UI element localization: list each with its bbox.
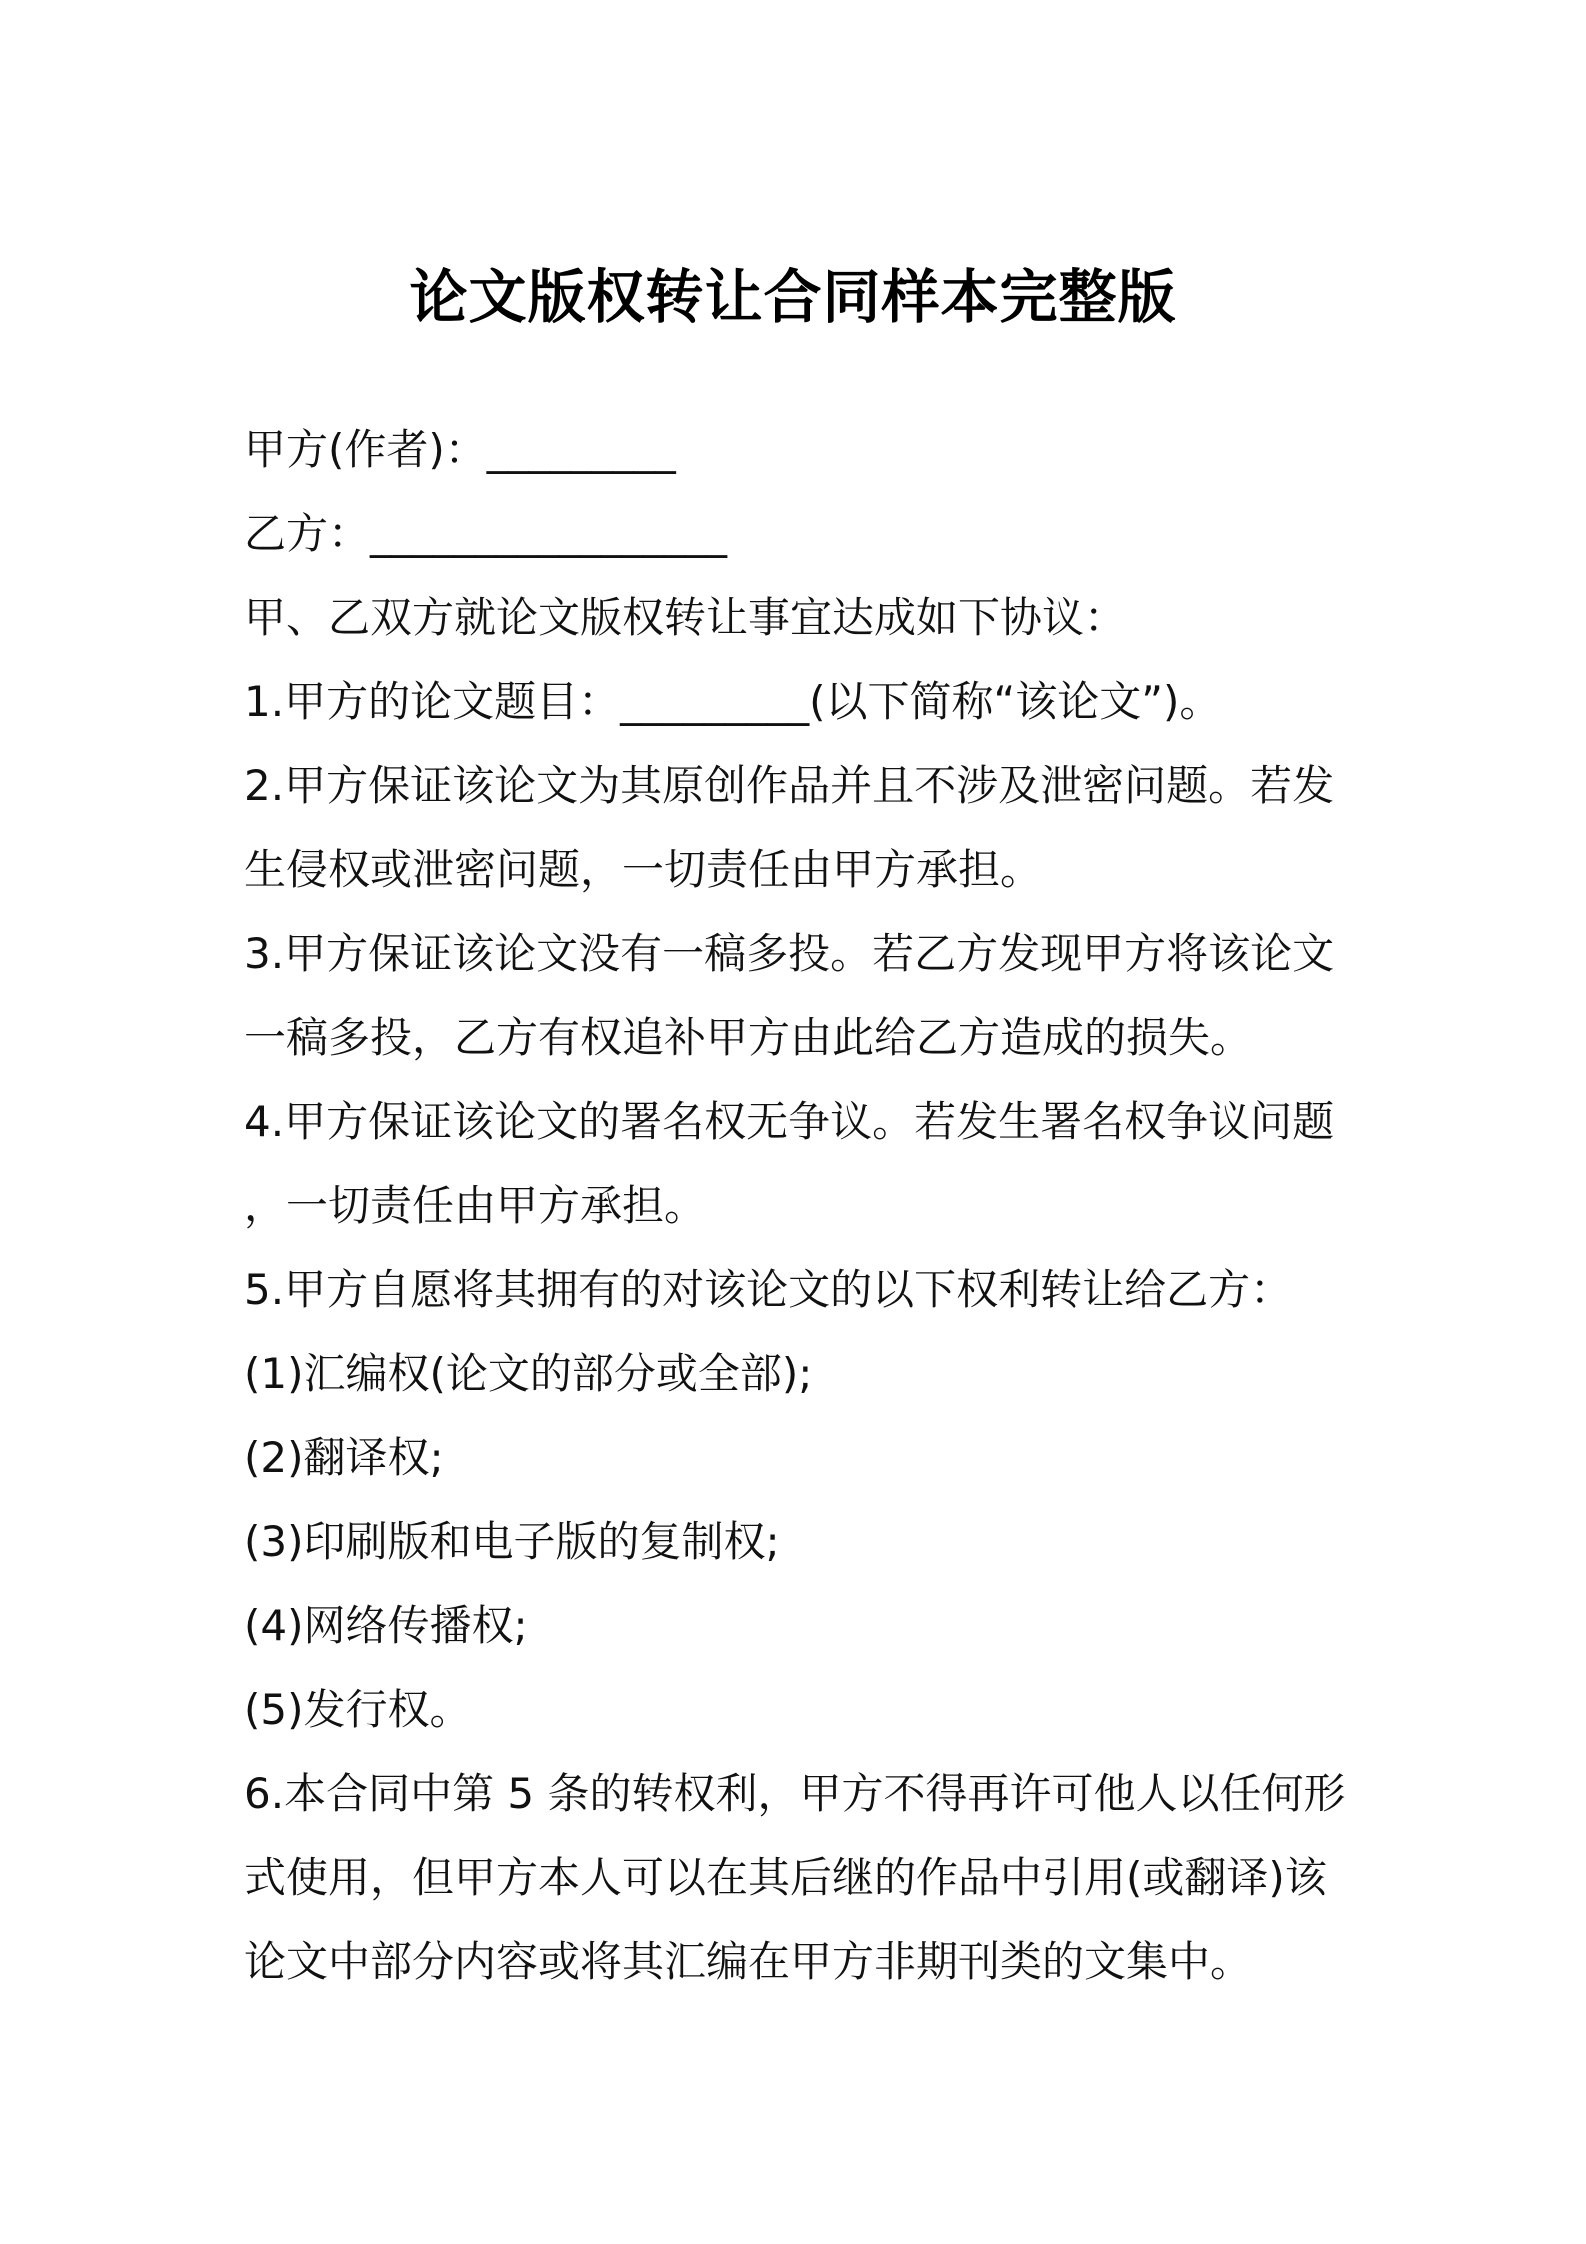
right-item-1: (1)汇编权(论文的部分或全部); bbox=[244, 1349, 813, 1398]
right-item-5: (5)发行权。 bbox=[244, 1685, 472, 1734]
right-item-4: (4)网络传播权; bbox=[244, 1601, 528, 1650]
clause-2-line-1: 2.甲方保证该论文为其原创作品并且不涉及泄密问题。若发 bbox=[244, 761, 1335, 810]
clause-3-line-1: 3.甲方保证该论文没有一稿多投。若乙方发现甲方将该论文 bbox=[244, 929, 1335, 978]
clause-2-line-2: 生侵权或泄密问题，一切责任由甲方承担。 bbox=[244, 845, 1043, 894]
party-a-line: 甲方(作者)：_________ bbox=[244, 425, 676, 474]
clause-3-line-2: 一稿多投，乙方有权追补甲方由此给乙方造成的损失。 bbox=[244, 1013, 1253, 1062]
document-title: 论文版权转让合同样本完整版 bbox=[409, 263, 1177, 331]
document-body bbox=[244, 408, 1354, 2004]
clause-4-line-1: 4.甲方保证该论文的署名权无争议。若发生署名权争议问题 bbox=[244, 1097, 1335, 1146]
party-b-line: 乙方：_________________ bbox=[244, 509, 728, 558]
clause-6-line-1: 6.本合同中第 5 条的转权利，甲方不得再许可他人以任何形 bbox=[244, 1769, 1346, 1818]
right-item-2: (2)翻译权; bbox=[244, 1433, 444, 1482]
right-item-3: (3)印刷版和电子版的复制权; bbox=[244, 1517, 780, 1566]
clause-6-line-3: 论文中部分内容或将其汇编在甲方非期刊类的文集中。 bbox=[244, 1937, 1253, 1986]
clause-1: 1.甲方的论文题目：_________(以下简称“该论文”)。 bbox=[244, 677, 1222, 726]
agreement-intro: 甲、乙双方就论文版权转让事宜达成如下协议： bbox=[244, 593, 1127, 642]
clause-4-line-2: ，一切责任由甲方承担。 bbox=[244, 1181, 707, 1230]
clause-5-intro: 5.甲方自愿将其拥有的对该论文的以下权利转让给乙方： bbox=[244, 1265, 1293, 1314]
clause-6-line-2: 式使用，但甲方本人可以在其后继的作品中引用(或翻译)该 bbox=[244, 1853, 1327, 1902]
